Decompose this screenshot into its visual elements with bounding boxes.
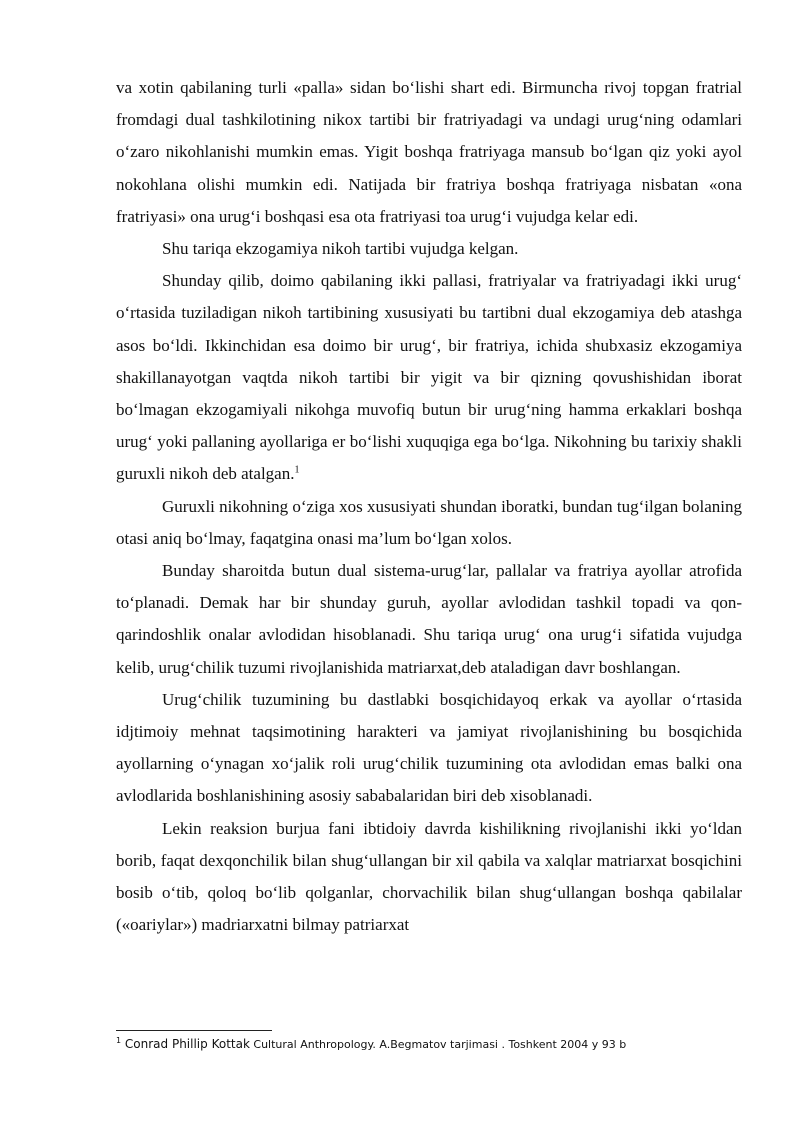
paragraph-text: Guruxli nikohning o‘ziga xos xususiyati shundan iboratki, bundan tug‘ilgan bolaning otasi aniq bo‘lmay, faqatgina onasi ma’lum bo‘lgan xolos. — [116, 496, 742, 548]
paragraph — [116, 555, 742, 684]
footnote-separator — [116, 1030, 272, 1031]
paragraph-text: Urug‘chilik tuzumining bu dastlabki bosqichidayoq erkak va ayollar o‘rtasida idjtimoiy mehnat taqsimotining harakteri va jamiyat rivojlanishining bu bosqichida ayollarning o‘ynagan xo‘jalik roli urug‘chilik tuzumining ota avlodidan emas balki ona avlodlarida boshlanishining asosiy sababalaridan biri deb xisoblanadi. — [116, 689, 742, 806]
paragraph — [116, 684, 742, 813]
footnote — [116, 1036, 756, 1053]
footnote-reference[interactable]: 1 — [294, 464, 300, 476]
paragraph — [116, 233, 742, 265]
footnote-author: Conrad Phillip Kottak — [124, 1037, 250, 1051]
paragraph-text: Shu tariqa ekzogamiya nikoh tartibi vujudga kelgan. — [162, 239, 519, 259]
paragraph-text: Bunday sharoitda butun dual sistema-urug‘lar, pallalar va fratriya ayollar atrofida to‘planadi. Demak har bir shunday guruh, ayollar avlodidan tashkil topadi va qon-qarindoshlik onalar avlodidan hisoblanadi. Shu tariqa urug‘ ona urug‘i sifatida vujudga kelib, urug‘chilik tuzumi rivojlanishida matriarxat,deb ataladigan davr boshlangan. — [116, 561, 742, 677]
paragraph — [116, 265, 742, 490]
paragraph — [116, 813, 742, 942]
footnote-number: 1 — [116, 1036, 122, 1045]
paragraph-continuation — [116, 72, 742, 233]
body-text — [116, 72, 742, 941]
footnote-citation: Cultural Anthropology. A.Begmatov tarjimasi . Toshkent 2004 y 93 b — [249, 1038, 627, 1051]
paragraph — [116, 491, 742, 555]
paragraph-text: Lekin reaksion burjua fani ibtidoiy davrda kishilikning rivojlanishi ikki yo‘ldan borib, faqat dexqonchilik bilan shug‘ullangan bir xil qabila va xalqlar matriarxat bosqichini bosib o‘tib, qoloq bo‘lib qolganlar, chorvachilik bilan shug‘ullangan boshqa qabilalar («oariylar») madriarxatni bilmay patriarxat — [116, 818, 742, 935]
paragraph-text: Shunday qilib, doimo qabilaning ikki pallasi, fratriyalar va fratriyadagi ikki urug‘ o‘rtasida tuziladigan nikoh tartibining xususiyati bu tartibni dual ekzogamiya deb atashga asos bo‘ldi. Ikkinchidan esa doimo bir urug‘, bir fratriya, ichida shubxasiz ekzogamiya shakillanayotgan vaqtda nikoh tartibi bir yigit va bir qizning qovushishidan iborat bo‘lmagan ekzogamiyali nikohga muvofiq butun bir urug‘ning hamma erkaklari boshqa urug‘ yoki pallaning ayollariga er bo‘lishi xuquqiga ega bo‘lga. Nikohning bu tarixiy shakli guruxli nikoh deb atalgan. — [116, 271, 742, 484]
paragraph-text: va xotin qabilaning turli «palla» sidan bo‘lishi shart edi. Birmuncha rivoj topgan fratrial fromdagi dual tashkilotining nikox tartibi bir fratriyadagi va undagi urug‘ning odamlari o‘zaro nikohlanishi mumkin emas. Yigit boshqa fratriyaga mansub bo‘lgan qiz yoki ayol nokohlana olishi mumkin edi. Natijada bir fratriya boshqa fratriyaga nisbatan «ona fratriyasi» ona urug‘i boshqasi esa ota fratriyasi toa urug‘i vujudga kelar edi. — [116, 78, 742, 226]
